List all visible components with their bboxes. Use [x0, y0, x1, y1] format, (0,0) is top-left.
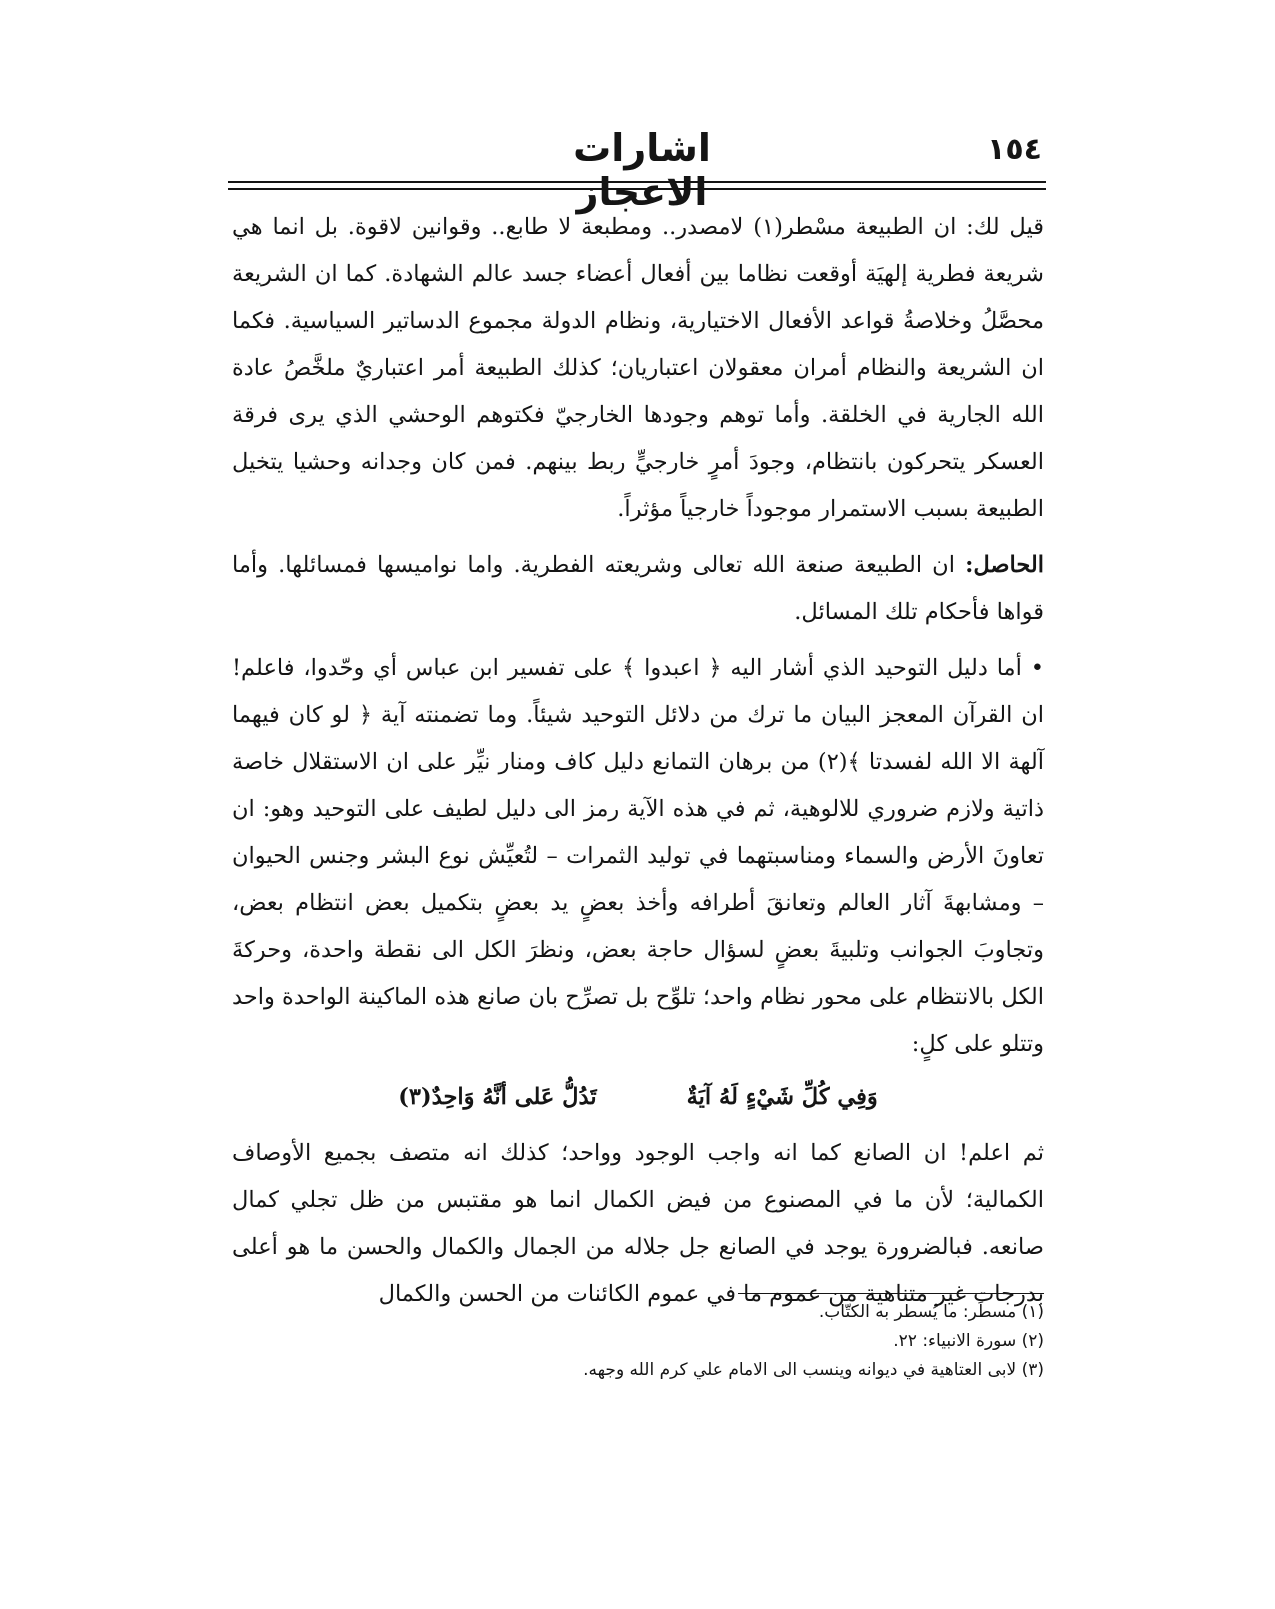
footnote-2: (٢) سورة الانبياء: ٢٢. [893, 1331, 1044, 1351]
paragraph-attributes: ثم اعلم! ان الصانع كما انه واجب الوجود وواحد؛ كذلك انه متصف بجميع الأوصاف الكمالية؛ لأن ما في المصنوع من فيض الكمال انما هو مقتبس من ظل تجلي كمال صانعه. فبالضرورة يوجد في الصانع جل جلاله من الجمال والكمال والحسن ما هو أعلى بدرجات غير متناهية من عموم ما في عموم الكائنات من الحسن والكمال [232, 1140, 1044, 1307]
poem-verse [232, 1074, 1044, 1121]
header-rule-bottom [228, 188, 1046, 190]
paragraph-tawhid: • أما دليل التوحيد الذي أشار اليه ﴿ اعبدوا ﴾ على تفسير ابن عباس أي وحّدوا، فاعلم! ان القرآن المعجز البيان ما ترك من دلائل التوحيد شيئاً. وما تضمنته آية ﴿ لو كان فيهما آلهة الا الله لفسدتا ﴾(٢) من برهان التمانع دليل كاف ومنار نيِّر على ان الاستقلال خاصة ذاتية ولازم ضروري للالوهية، ثم في هذه الآية رمز الى دليل لطيف على التوحيد وهو: ان تعاونَ الأرض والسماء ومناسبتهما في توليد الثمرات – لتُعيِّش نوع البشر وجنس الحيوان – ومشابهةَ آثار العالم وتعانقَ أطرافه وأخذ بعضٍ يد بعضٍ بتكميل بعض انتظام بعض، وتجاوبَ الجوانب وتلبيةَ بعضٍ لسؤال حاجة بعض، ونظرَ الكل الى نقطة واحدة، وحركةَ الكل بالانتظام على محور نظام واحد؛ تلوِّح بل تصرِّح بان صانع هذه الماكينة الواحدة واحد وتتلو على كلٍ: [232, 655, 1044, 1057]
poem-first-hemistich: وَفِي كُلِّ شَيْءٍ لَهُ آيَةٌ [686, 1084, 878, 1110]
page-header [232, 124, 1042, 214]
conclusion-text: ان الطبيعة صنعة الله تعالى وشريعته الفطرية. واما نواميسها فمسائلها. وأما قواها فأحكام تلك المسائل. [232, 552, 1044, 625]
footnote-separator [738, 1293, 1044, 1294]
footnotes [232, 1298, 1044, 1385]
conclusion-label: الحاصل: [965, 552, 1044, 578]
running-title: اشارات الاعجاز [573, 126, 711, 214]
footnote-3: (٣) لابى العتاهية في ديوانه وينسب الى الامام علي كرم الله وجهه. [583, 1360, 1044, 1380]
poem-second-hemistich: تَدُلُّ عَلى أنَّهُ وَاحِدٌ(٣) [398, 1084, 597, 1110]
header-rule-top [228, 181, 1046, 183]
paragraph-nature: قيل لك: ان الطبيعة مسْطر(١) لامصدر.. ومطبعة لا طابع.. وقوانين لاقوة. بل انما هي شريعة فطرية إلهيَة أوقعت نظاما بين أفعال أعضاء جسد عالم الشهادة. كما ان الشريعة محصَّلُ وخلاصةُ قواعد الأفعال الاختيارية، ونظام الدولة مجموع الدساتير السياسية. فكما ان الشريعة والنظام أمران معقولان اعتباريان؛ كذلك الطبيعة أمر اعتباريٌ ملخَّصُ عادة الله الجارية في الخلقة. وأما توهم وجودها الخارجيّ فكتوهم الوحشي الذي يرى فرقة العسكر يتحركون بانتظام، وجودَ أمرٍ خارجيٍّ ربط بينهم. فمن كان وجدانه وحشيا يتخيل الطبيعة بسبب الاستمرار موجوداً خارجياً مؤثراً. [232, 214, 1044, 522]
footnote-1: (١) مسطَر: ما يُسطر به الكتّاب. [818, 1302, 1044, 1322]
page-number: ١٥٤ [987, 132, 1042, 167]
paragraph-conclusion [232, 542, 1044, 636]
body-text [232, 204, 1044, 1318]
